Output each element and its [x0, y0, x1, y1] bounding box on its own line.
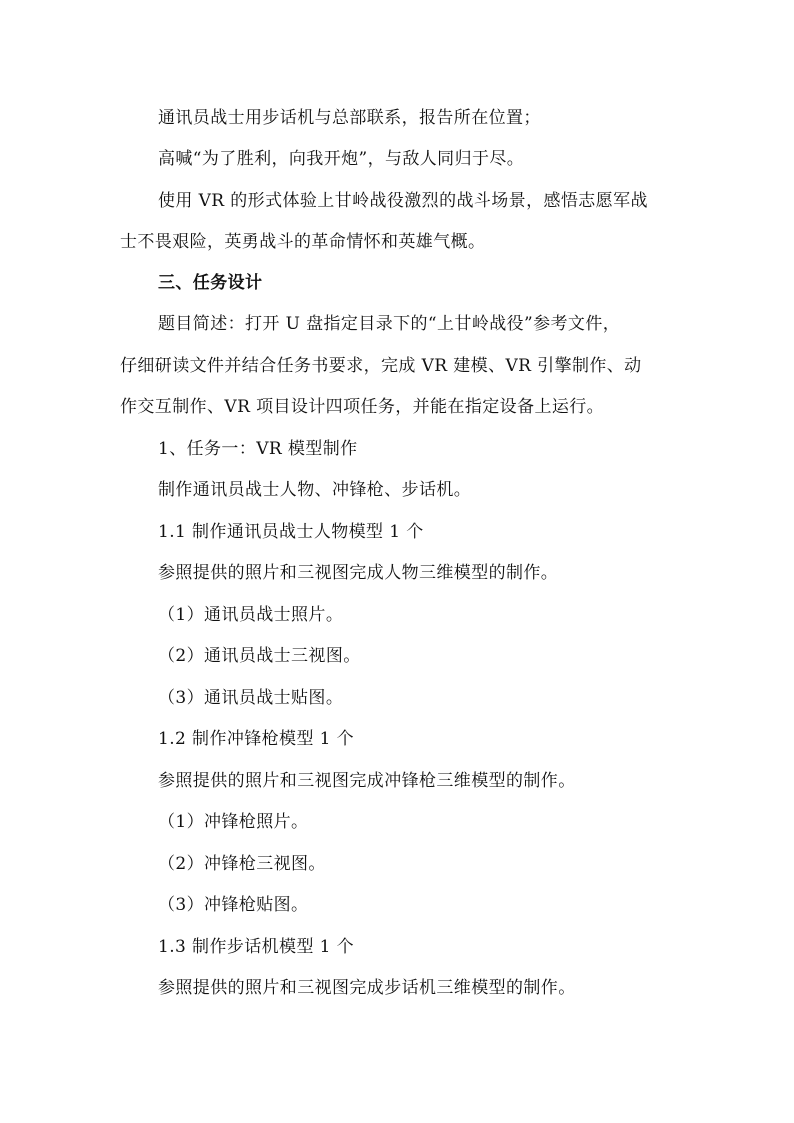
list-item: （2）通讯员战士三视图。 [158, 646, 361, 666]
subsection-heading: 1.2 制作冲锋枪模型 1 个 [158, 729, 355, 749]
list-item: （3）通讯员战士贴图。 [158, 688, 344, 708]
paragraph-line: 通讯员战士用步话机与总部联系，报告所在位置； [158, 108, 541, 128]
paragraph-line: 参照提供的照片和三视图完成人物三维模型的制作。 [158, 563, 559, 583]
paragraph-line: 参照提供的照片和三视图完成步话机三维模型的制作。 [158, 978, 576, 998]
paragraph-line: 作交互制作、VR 项目设计四项任务，并能在指定设备上运行。 [120, 397, 605, 417]
subsection-heading: 1.3 制作步话机模型 1 个 [158, 937, 355, 957]
section-heading: 三、任务设计 [158, 273, 263, 293]
paragraph-line: 制作通讯员战士人物、冲锋枪、步话机。 [158, 480, 472, 500]
paragraph-line: 使用 VR 的形式体验上甘岭战役激烈的战斗场景，感悟志愿军战 [158, 191, 648, 211]
list-item: （1）通讯员战士照片。 [158, 605, 344, 625]
paragraph-line: 题目简述：打开 U 盘指定目录下的“上甘岭战役”参考文件， [158, 314, 621, 334]
paragraph-line: 士不畏艰险，英勇战斗的革命情怀和英雄气概。 [120, 232, 486, 252]
paragraph-line: 高喊“为了胜利，向我开炮”，与敌人同归于尽。 [158, 149, 525, 169]
subsection-heading: 1.1 制作通讯员战士人物模型 1 个 [158, 522, 424, 542]
paragraph-line: 仔细研读文件并结合任务书要求，完成 VR 建模、VR 引擎制作、动 [120, 356, 642, 376]
list-item: （1）冲锋枪照片。 [158, 812, 309, 832]
subsection-heading: 1、任务一：VR 模型制作 [158, 439, 358, 459]
paragraph-line: 参照提供的照片和三视图完成冲锋枪三维模型的制作。 [158, 771, 576, 791]
list-item: （3）冲锋枪贴图。 [158, 895, 309, 915]
list-item: （2）冲锋枪三视图。 [158, 854, 326, 874]
